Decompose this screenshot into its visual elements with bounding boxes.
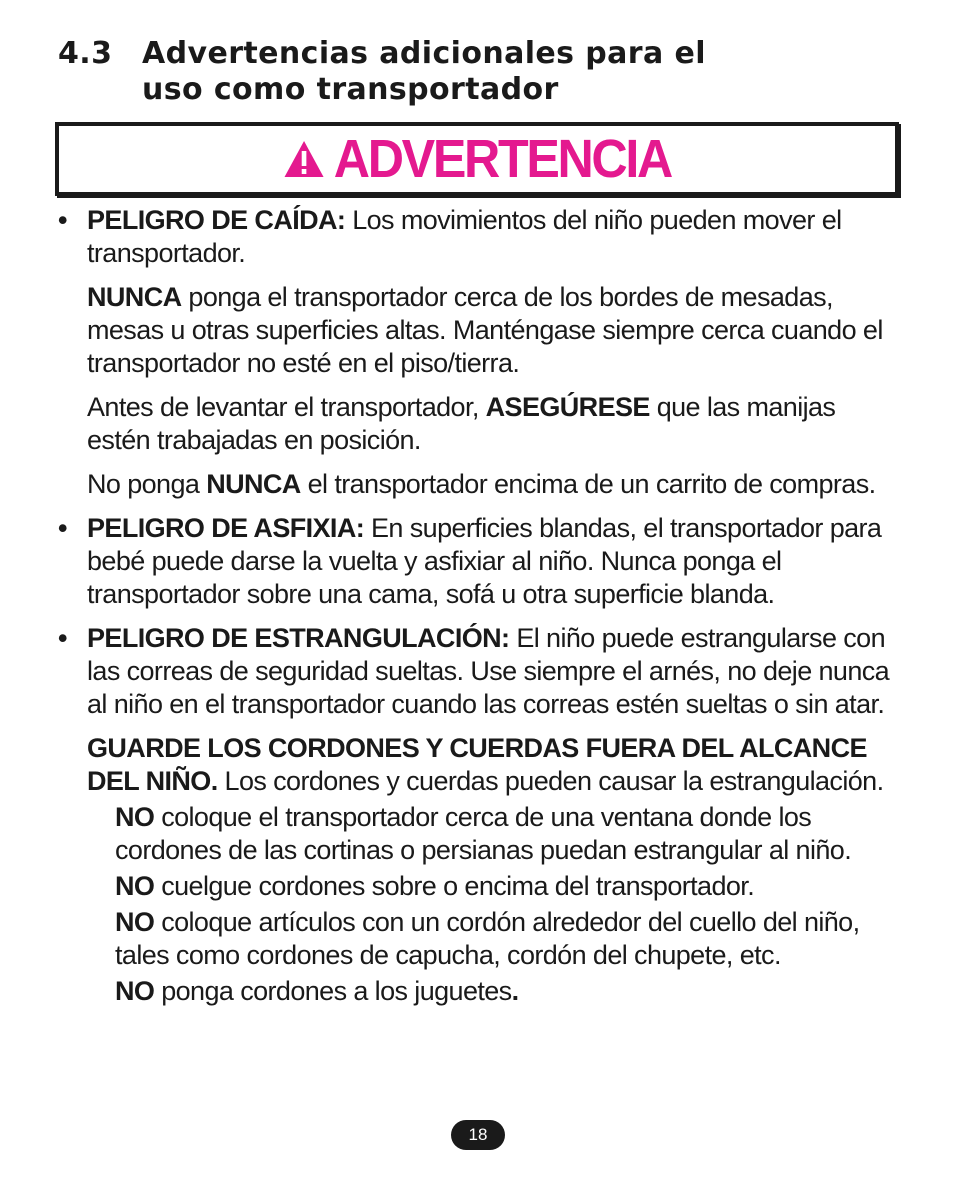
cords-item — [58, 906, 898, 972]
fall-paragraph-2 — [58, 391, 898, 457]
warning-title-group — [283, 128, 670, 190]
emphasis: GUARDE LOS CORDONES Y CUERDAS FUERA DEL ALCANCE DEL NIÑO. — [87, 733, 867, 796]
warning-title: ADVERTENCIA — [333, 129, 671, 189]
bullet-text: Los movimientos del niño pueden mover el transportador. — [87, 205, 842, 268]
emphasis: NO — [115, 976, 155, 1006]
cords-warning — [58, 732, 898, 798]
emphasis: NO — [115, 907, 155, 937]
bullet-label: PELIGRO DE CAÍDA: — [87, 205, 346, 235]
paragraph-text: ponga el transportador cerca de los bordes de mesadas, mesas u otras superficies altas. Manténgase siempre cerca cuando el transportador no esté en el piso/tierra. — [87, 282, 883, 378]
section-heading — [58, 36, 706, 108]
item-end-period: . — [511, 976, 519, 1006]
paragraph-text: el transportador encima de un carrito de compras. — [300, 469, 876, 499]
cords-item — [58, 870, 898, 903]
emphasis: NUNCA — [206, 469, 301, 499]
bullet-marker: • — [58, 205, 67, 235]
cords-item — [58, 801, 898, 867]
item-text: cuelgue cordones sobre o encima del transportador. — [154, 871, 755, 901]
paragraph-text: Los cordones y cuerdas pueden causar la estrangulación. — [217, 766, 884, 796]
emphasis: NO — [115, 802, 155, 832]
emphasis: ASEGÚRESE — [485, 392, 650, 422]
page-number: 18 — [451, 1120, 505, 1150]
bullet-label: PELIGRO DE ESTRANGULACIÓN: — [87, 623, 510, 653]
emphasis: NUNCA — [87, 282, 182, 312]
bullet-text: El niño puede estrangularse con las correas de seguridad sueltas. Use siempre el arnés, no deje nunca al niño en el transportador cuando las correas estén sueltas o sin atar. — [87, 623, 890, 719]
paragraph-text: Antes de levantar el transportador, — [87, 392, 486, 422]
bullet-marker: • — [58, 623, 67, 653]
bullet-text: En superficies blandas, el transportador para bebé puede darse la vuelta y asfixiar al niño. Nunca ponga el transportador sobre una cama, sofá u otra superficie blanda. — [87, 513, 882, 609]
bullet-marker: • — [58, 513, 67, 543]
section-title-line2: uso como transportador — [142, 72, 559, 107]
item-text: coloque artículos con un cordón alrededor del cuello del niño, tales como cordones de capucha, cordón del chupete, etc. — [115, 907, 860, 970]
section-title-line1: Advertencias adicionales para el — [142, 36, 706, 71]
paragraph-text: No ponga — [87, 469, 207, 499]
cords-item — [58, 975, 898, 1008]
bullet-strangulation-hazard — [58, 622, 898, 721]
item-text: ponga cordones a los juguetes — [154, 976, 512, 1006]
fall-paragraph-3 — [58, 468, 898, 501]
fall-paragraph-1 — [58, 281, 898, 380]
warning-triangle-icon — [283, 140, 324, 178]
bullet-label: PELIGRO DE ASFIXIA: — [87, 513, 365, 543]
paragraph-text: que las manijas estén trabajadas en posición. — [87, 392, 836, 455]
warning-content — [58, 204, 898, 1011]
warning-banner — [55, 122, 899, 196]
emphasis: NO — [115, 871, 155, 901]
section-number: 4.3 — [58, 36, 113, 71]
item-text: coloque el transportador cerca de una ventana donde los cordones de las cortinas o persianas puedan estrangular al niño. — [115, 802, 852, 865]
bullet-fall-hazard — [58, 204, 898, 270]
bullet-suffocation-hazard — [58, 512, 898, 611]
